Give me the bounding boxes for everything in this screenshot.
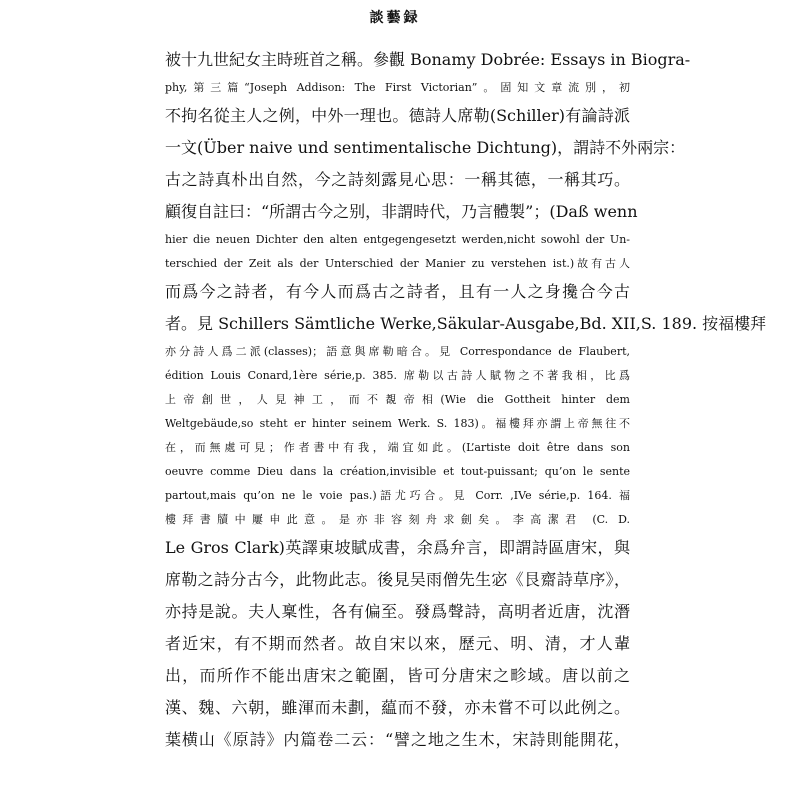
text-line: édition Louis Conard,1ère série,p. 385. 席勒以古詩人賦物之不著我相，比爲 [165,369,630,382]
text-line: 在，而無處可見；作者書中有我，端宜如此。(L’artiste doit être dans son [165,441,630,454]
text-line: 上帝創世，人見神工，而不覩帝相(Wie die Gottheit hinter dem [165,393,630,406]
running-head: 談藝録 [369,10,421,26]
text-line: 古之詩真朴出自然，今之詩刻露見心思：一稱其德，一稱其巧。 [165,170,630,189]
text-line: terschied der Zeit als der Unterschied der Manier zu verstehen ist.)故有古人 [165,257,630,270]
text-line: Le Gros Clark)英譯東坡賦成書，余爲弁言，即謂詩區唐宋，與 [165,538,630,557]
text-line: Weltgebäude,so steht er hinter seinem Werk. S. 183)。福樓拜亦謂上帝無往不 [165,417,630,430]
text-line: 出，而所作不能出唐宋之範圍，皆可分唐宋之畛域。唐以前之 [165,666,630,685]
text-line: 葉横山《原詩》内篇卷二云：“譬之地之生木，宋詩則能開花， [165,730,630,749]
text-line: 被十九世紀女主時班首之稱。參觀 Bonamy Dobrée: Essays in Biogra- [165,50,691,69]
text-line: hier die neuen Dichter den alten entgegengesetzt werden,nicht sowohl der Un- [165,233,630,246]
text-line: 亦持是說。夫人稟性，各有偏至。發爲聲詩，高明者近唐，沈潛 [165,602,630,621]
text-line: 者近宋，有不期而然者。故自宋以來，歷元、明、清，才人輩 [165,634,630,653]
text-line: 顧復自註曰：“所謂古今之别，非謂時代，乃言體製”；(Daß wenn [165,202,638,221]
text-line: 一文(Über naive und sentimentalische Dichtung)，謂詩不外兩宗： [165,138,686,157]
text-line: 亦分詩人爲二派(classes)；語意與席勒暗合。見 Correspondance de Flaubert, [165,345,630,358]
text-line: partout,mais qu’on ne le voie pas.)語尤巧合。見 Corr. ,IVe série,p. 164. 福 [165,489,630,502]
text-line: 席勒之詩分古今，此物此志。後見吴雨僧先生宓《艮齋詩草序》， [165,570,630,589]
text-line: phy,第三篇“Joseph Addison: The First Victorian”。固知文章流別，初 [165,81,630,94]
text-line: 者。見 Schillers Sämtliche Werke,Säkular-Ausgabe,Bd. XII,S. 189. 按福樓拜 [165,314,767,333]
text-line: 不拘名從主人之例，中外一理也。德詩人席勒(Schiller)有論詩派 [165,106,630,125]
text-line: 漢、魏、六朝，雖渾而未劃，藴而不發，亦未嘗不可以此例之。 [165,698,630,717]
text-line: 而爲今之詩者，有今人而爲古之詩者，且有一人之身攙合今古 [165,282,630,301]
text-line: 樓拜書牘中屢申此意。是亦非容刻舟求劍矣。李高潔君 (C. D. [165,513,630,526]
body-text [165,44,767,756]
text-line: oeuvre comme Dieu dans la création,invisible et tout-puissant; qu’on le sente [165,465,630,478]
